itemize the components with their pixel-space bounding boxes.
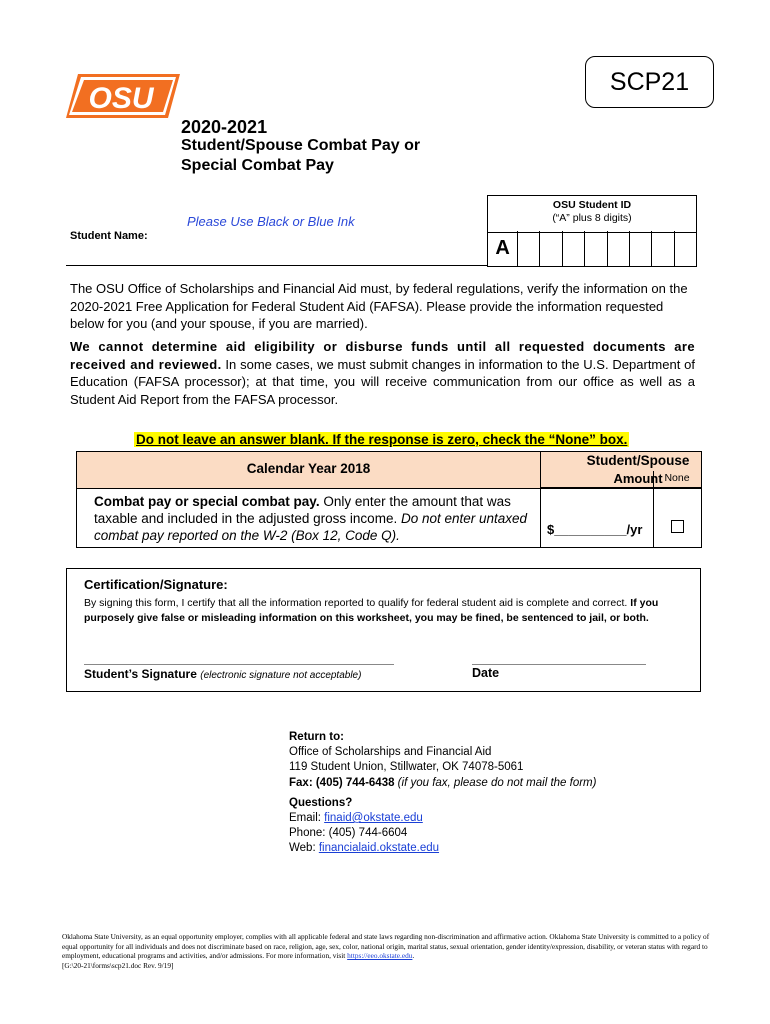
combat-pay-amount-field[interactable]: $__________/yr — [547, 522, 643, 537]
osu-logo — [64, 70, 180, 122]
web-label: Web: — [289, 842, 319, 855]
amount-header: Amount — [613, 471, 663, 486]
header-subdivider — [540, 487, 701, 488]
footer-disclaimer — [62, 932, 712, 971]
questions-email — [289, 811, 596, 826]
student-id-digit[interactable] — [540, 231, 562, 266]
fax-note: (if you fax, please do not mail the form) — [394, 776, 597, 789]
return-address: 119 Student Union, Stillwater, OK 74078-5061 — [289, 761, 524, 774]
academic-year: 2020-2021 — [181, 117, 268, 137]
intro-paragraph: The OSU Office of Scholarships and Financial Aid must, by federal regulations, verify the information on the 2020-2021 Free Application for Federal Student Aid (FAFSA). Please provide the information requested below for you (and your spouse, if you are married). — [70, 281, 688, 331]
student-id-digit[interactable] — [585, 231, 607, 266]
combat-pay-instruction: Only enter the amount that was taxable and included in the adjusted gross income. — [94, 494, 511, 526]
signature-label-text: Student’s Signature — [84, 667, 197, 681]
student-id-field[interactable] — [487, 231, 697, 267]
student-name-field[interactable] — [66, 265, 488, 266]
form-code: SCP21 — [609, 67, 690, 96]
certification-title: Certification/Signature: — [84, 577, 228, 592]
fax-number: Fax: (405) 744-6438 — [289, 776, 395, 789]
form-title-line1: Student/Spouse Combat Pay or — [181, 137, 421, 154]
notice-text: In some cases, we must submit changes in information to the U.S. Department of Education (FAFSA processor); at that time, you will receive communication from our office as well as a Student Aid Report from the FAFSA processor. — [70, 356, 695, 407]
none-checkbox[interactable] — [671, 520, 684, 533]
signature-label — [84, 667, 361, 681]
calendar-year-header: Calendar Year 2018 — [246, 461, 371, 476]
certification-box — [66, 568, 701, 692]
form-code-box — [585, 56, 714, 108]
return-heading: Return to: — [289, 731, 344, 743]
student-id-header — [487, 195, 697, 233]
email-link[interactable]: finaid@okstate.edu — [324, 812, 423, 825]
warning-note: Do not leave an answer blank. If the response is zero, check the “None” box. — [136, 432, 628, 447]
date-field[interactable] — [472, 664, 646, 665]
student-name-label: Student Name: — [70, 230, 148, 242]
contact-block — [289, 730, 596, 857]
file-reference: [G:\20-21\forms\scp21.doc Rev. 9/19] — [62, 961, 174, 971]
return-fax — [289, 776, 596, 791]
questions-phone: Phone: (405) 744-6604 — [289, 827, 408, 840]
date-label: Date — [472, 666, 500, 680]
email-label: Email: — [289, 812, 325, 825]
student-id-label: OSU Student ID — [552, 199, 632, 211]
signature-note: (electronic signature not acceptable) — [200, 670, 362, 681]
footer-text: Oklahoma State University, as an equal opportunity employer, complies with all applicable federal and state laws regarding non-discrimination and affirmative action. Oklahoma State University is committed to a policy of equal opportunity for all individuals and does not discriminate based on race, religion, age, sex, color, national origin, marital status, sexual orientation, gender identity/expression, disability, or veteran status with regard to employment, educational programs and activities, and/or admissions. For more information, visit — [62, 932, 710, 961]
footer-period: . — [412, 951, 415, 961]
signature-field[interactable] — [84, 664, 394, 665]
logo-text: OSU — [88, 82, 154, 115]
notice-bold: We cannot determine aid eligibility or disburse funds until all requested documents are received and reviewed. — [70, 339, 695, 372]
certification-text — [84, 596, 692, 626]
certification-warning: If you purposely give false or misleading information on this worksheet, you may be fined, be sentenced to jail, or both. — [84, 597, 659, 624]
student-id-hint: (“A” plus 8 digits) — [552, 212, 632, 224]
form-title-line2: Special Combat Pay — [181, 157, 334, 174]
student-id-digit[interactable] — [630, 231, 652, 266]
eeo-link[interactable]: https://eeo.okstate.edu — [347, 951, 413, 961]
return-office: Office of Scholarships and Financial Aid — [289, 746, 492, 759]
notice-paragraph — [70, 338, 695, 408]
student-spouse-header: Student/Spouse — [586, 453, 690, 468]
combat-pay-table — [76, 451, 702, 548]
none-header: None — [664, 472, 690, 484]
questions-web — [289, 841, 596, 856]
certification-statement: By signing this form, I certify that all the information reported to qualify for federal student aid is complete and correct. — [84, 597, 631, 609]
student-id-digit[interactable] — [563, 231, 585, 266]
student-id-prefix: A — [488, 231, 518, 266]
combat-pay-title: Combat pay or special combat pay. — [94, 494, 320, 509]
questions-heading: Questions? — [289, 796, 353, 809]
student-id-digit[interactable] — [608, 231, 630, 266]
web-link[interactable]: financialaid.okstate.edu — [318, 842, 440, 855]
student-id-digit[interactable] — [652, 231, 674, 266]
student-id-digit[interactable] — [675, 231, 697, 266]
student-id-digit[interactable] — [518, 231, 540, 266]
ink-instruction: Please Use Black or Blue Ink — [187, 214, 355, 229]
combat-pay-description — [94, 493, 534, 544]
combat-pay-exclusion: Do not enter untaxed combat pay reported on the W-2 (Box 12, Code Q). — [94, 511, 528, 543]
